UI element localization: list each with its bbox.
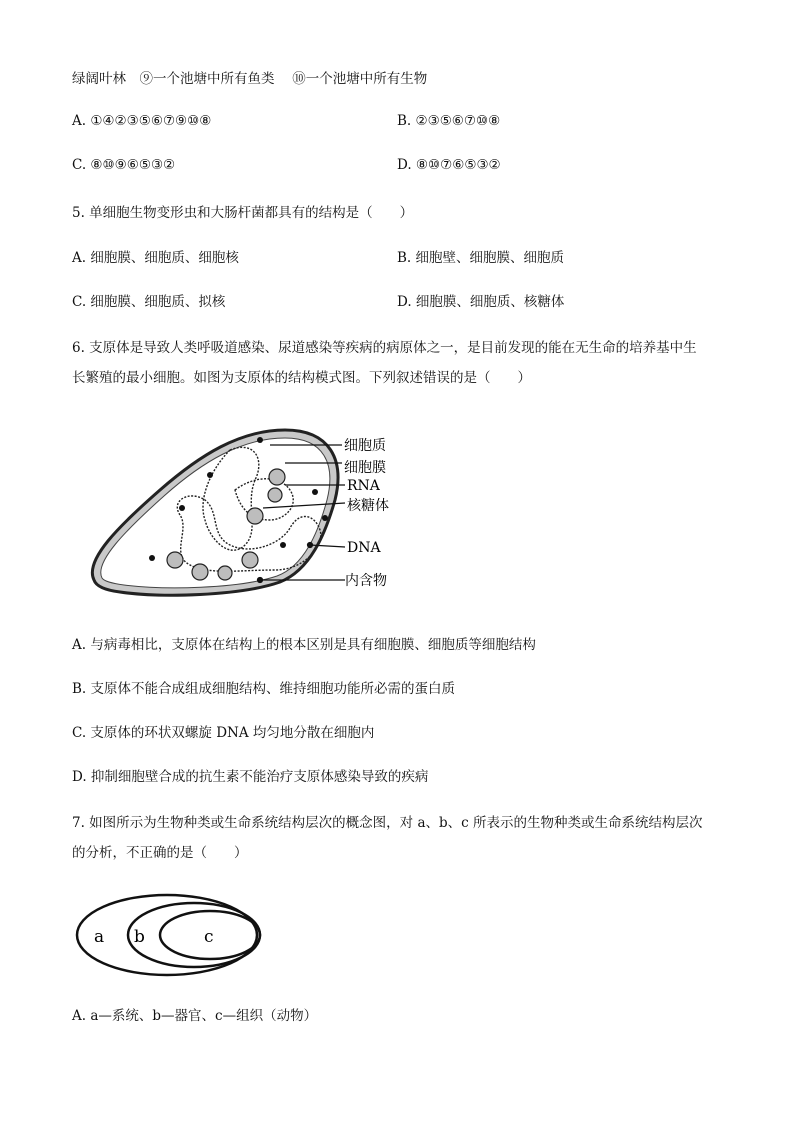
label-membrane: 细胞膜 [344, 460, 386, 476]
q4-option-d[interactable]: D. ⑧⑩⑦⑥⑤③② [397, 157, 501, 173]
label-inclusion: 内含物 [345, 573, 387, 589]
q6-option-d[interactable]: D. 抑制细胞壁合成的抗生素不能治疗支原体感染导致的疾病 [72, 769, 429, 785]
label-dna: DNA [347, 540, 381, 556]
label-a: a [94, 927, 105, 947]
q5-option-a[interactable]: A. 细胞膜、细胞质、细胞核 [72, 250, 239, 266]
label-ribosome: 核糖体 [347, 498, 389, 514]
q6-stem-line1: 6. 支原体是导致人类呼吸道感染、尿道感染等疾病的病原体之一，是目前发现的能在无生命的培养基中生 [72, 340, 697, 356]
mycoplasma-figure [80, 420, 420, 600]
label-cytoplasm: 细胞质 [344, 438, 386, 454]
q4-option-a[interactable]: A. ①④②③⑤⑥⑦⑨⑩⑧ [72, 113, 212, 129]
q7-stem-line1: 7. 如图所示为生物种类或生命系统结构层次的概念图，对 a、b、c 所表示的生物种类或生命系统结构层次 [72, 815, 703, 831]
label-b: b [134, 927, 145, 947]
q5-stem: 5. 单细胞生物变形虫和大肠杆菌都具有的结构是（ ） [72, 205, 414, 221]
label-rna: RNA [347, 478, 380, 494]
q7-stem-line2: 的分析，不正确的是（ ） [72, 845, 248, 861]
q5-option-b[interactable]: B. 细胞壁、细胞膜、细胞质 [397, 250, 565, 266]
q5-option-d[interactable]: D. 细胞膜、细胞质、核糖体 [397, 294, 565, 310]
q6-option-a[interactable]: A. 与病毒相比，支原体在结构上的根本区别是具有细胞膜、细胞质等细胞结构 [72, 637, 536, 653]
q7-option-a[interactable]: A. a—系统、b—器官、c—组织（动物） [72, 1008, 318, 1024]
concept-ellipse-figure [74, 890, 274, 980]
q6-stem-line2: 长繁殖的最小细胞。如图为支原体的结构模式图。下列叙述错误的是（ ） [72, 370, 531, 386]
label-c: c [204, 927, 214, 947]
q4-option-b[interactable]: B. ②③⑤⑥⑦⑩⑧ [397, 113, 501, 129]
q4-option-c[interactable]: C. ⑧⑩⑨⑥⑤③② [72, 157, 176, 173]
q4-continuation: 绿阔叶林 ⑨一个池塘中所有鱼类 ⑩一个池塘中所有生物 [72, 71, 428, 87]
q6-option-b[interactable]: B. 支原体不能合成组成细胞结构、维持细胞功能所必需的蛋白质 [72, 681, 456, 697]
q5-option-c[interactable]: C. 细胞膜、细胞质、拟核 [72, 294, 226, 310]
q6-option-c[interactable]: C. 支原体的环状双螺旋 DNA 均匀地分散在细胞内 [72, 725, 375, 741]
